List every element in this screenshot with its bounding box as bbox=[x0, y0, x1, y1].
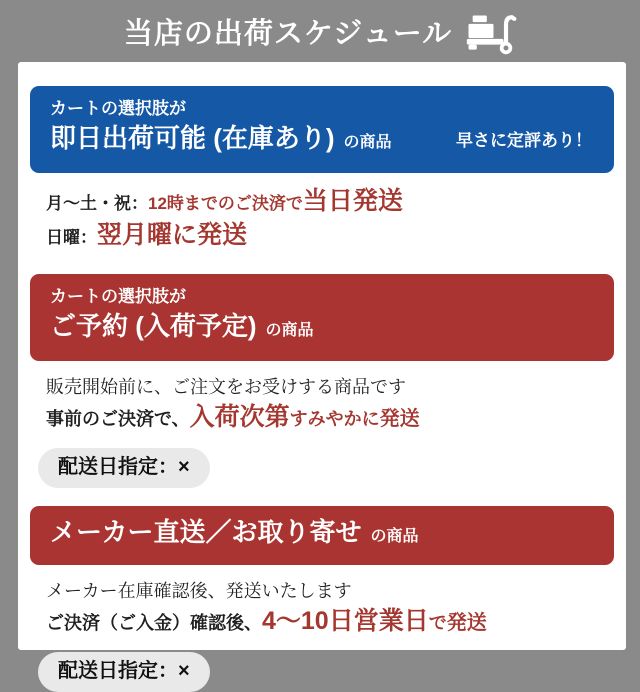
schedule-row bbox=[46, 186, 626, 220]
header-line2 bbox=[50, 309, 594, 348]
section-body-direct bbox=[46, 578, 626, 640]
header-big-text: メーカー直送／お取り寄せ bbox=[50, 517, 362, 547]
row-tail: 発送 bbox=[446, 612, 487, 634]
content-sheet bbox=[18, 62, 626, 682]
hand-truck-icon bbox=[466, 11, 516, 55]
schedule-row bbox=[46, 606, 626, 640]
schedule-row bbox=[46, 220, 626, 254]
row-condition: で bbox=[428, 613, 447, 633]
schedule-row bbox=[46, 402, 626, 436]
row-label: 事前のご決済で、 bbox=[46, 409, 190, 429]
row-label: 月～土・祝： bbox=[46, 194, 148, 213]
delivery-date-badge: 配送日指定：× bbox=[38, 448, 210, 488]
header-suffix: の商品 bbox=[343, 134, 392, 151]
header-line1: カートの選択肢が bbox=[50, 287, 186, 306]
row-tail: 発送 bbox=[379, 408, 420, 430]
row-label: ご決済（ご入金）確認後、 bbox=[46, 613, 262, 633]
row-label: 日曜： bbox=[46, 228, 97, 247]
section-header-direct bbox=[30, 506, 614, 565]
schedule-row bbox=[46, 578, 626, 606]
row-highlight: 4～10日営業日 bbox=[262, 607, 429, 635]
row-condition: すみやかに bbox=[289, 409, 380, 429]
row-condition: 12時までのご決済で bbox=[148, 194, 303, 213]
section-header-instock bbox=[30, 86, 614, 173]
row-description: メーカー在庫確認後、発送いたします bbox=[46, 581, 352, 601]
header-big-text: ご予約 (入荷予定) bbox=[50, 311, 257, 341]
header-suffix: の商品 bbox=[370, 528, 419, 545]
row-description: 販売開始前に、ご注文をお受けする商品です bbox=[46, 377, 406, 397]
delivery-date-badge: 配送日指定：× bbox=[38, 652, 210, 692]
header-side-note: 早さに定評あり！ bbox=[456, 131, 592, 150]
section-header-preorder bbox=[30, 274, 614, 361]
section-body-instock bbox=[46, 186, 626, 254]
title-bar bbox=[0, 0, 640, 62]
page-title: 当店の出荷スケジュール bbox=[123, 17, 453, 50]
schedule-row bbox=[46, 374, 626, 402]
section-body-preorder bbox=[46, 374, 626, 436]
row-highlight: 入荷次第 bbox=[189, 403, 290, 431]
header-big-text: 即日出荷可能 (在庫あり) bbox=[50, 123, 335, 153]
row-highlight: 当日発送 bbox=[302, 187, 403, 215]
header-suffix: の商品 bbox=[265, 322, 314, 339]
header-line1: カートの選択肢が bbox=[50, 99, 186, 118]
header-line2 bbox=[50, 515, 594, 554]
row-highlight: 翌月曜に発送 bbox=[97, 221, 248, 249]
